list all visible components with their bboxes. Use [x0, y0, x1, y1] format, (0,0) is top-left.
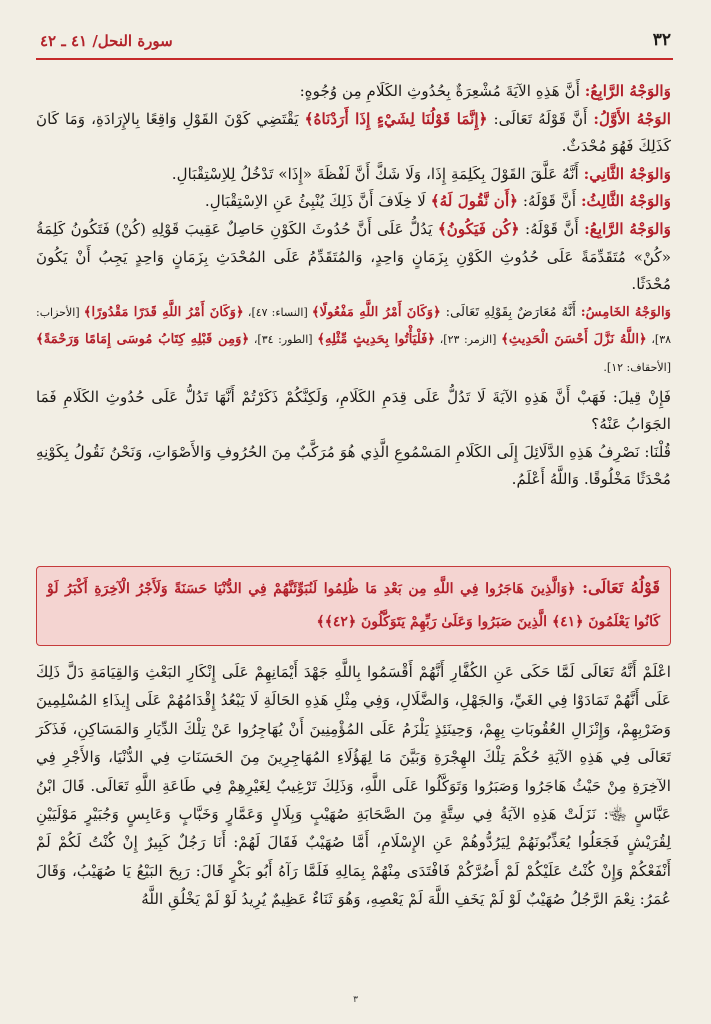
paragraph-aspect-four [36, 216, 671, 299]
verse-box-heading: قَوْلُهُ تَعَالَى: [582, 578, 660, 597]
page-number: ٣٢ [652, 30, 671, 50]
paragraph-aspect-three [36, 188, 671, 216]
verse-box [36, 566, 671, 646]
verse-reference: [الأحقاف: ١٢]. [603, 360, 671, 374]
heading-aspect-two: وَالوَجْهُ الثَّانِي: [583, 164, 671, 183]
commentary-text [36, 658, 671, 914]
paragraph-fourth-aspect [36, 78, 671, 106]
paragraph-aspect-five [36, 299, 671, 382]
heading-aspect-three: وَالوَجْهُ الثَّالِثُ: [580, 192, 671, 211]
verse-reference: [الزمر: ٢٣]، [435, 333, 502, 347]
quran-quote: ﴿كُن فَيَكُونُ﴾ [437, 219, 520, 238]
heading-aspect-five: وَالوَجْهُ الخَامِسُ: [580, 304, 671, 320]
text-fourth-aspect: أَنَّ هَذِهِ الآيَةَ مُشْعِرَةٌ بِحُدُوثِ الكَلَامِ مِن وُجُوهٍ: [299, 82, 585, 100]
text-aspect-four-cont: يَدُلُّ عَلَى أَنَّ حُدُوثَ الكَوْنِ حَاصِلٌ عَقِيبَ قَوْلِهِ (كُنْ) فَتَكُونُ كَلِمَةُ «كُنْ» مُتَقَدِّمَةً عَلَى حُدُوثِ الكَوْنِ بِزَمَانٍ وَاحِدٍ، وَالمُتَقَدِّمُ عَلَى المُحْدَثِ بِزَمَانٍ وَاحِدٍ يَجِبُ أَنْ يَكُونَ مُحْدَثًا. [36, 219, 671, 294]
quran-quote: ﴿وَمِن قَبْلِهِ كِتَابُ مُوسَى إِمَامًا وَرَحْمَةً﴾ [36, 332, 250, 348]
verse-box-quran: ﴿وَالَّذِينَ هَاجَرُوا فِي اللَّهِ مِن بَعْدِ مَا ظُلِمُوا لَنُبَوِّئَنَّهُمْ فِي الدُّنْيَا حَسَنَةً وَلَأَجْرُ الْآخِرَةِ أَكْبَرُ لَوْ كَانُوا يَعْلَمُونَ ﴿٤١﴾ الَّذِينَ صَبَرُوا وَعَلَىٰ رَبِّهِمْ يَتَوَكَّلُونَ ﴿٤٢﴾﴾ [47, 581, 660, 630]
heading-aspect-one: الوَجْهُ الأَوَّلُ: [593, 109, 671, 128]
quran-quote: ﴿وَكَانَ أَمْرُ اللَّهِ مَفْعُولًا﴾ [311, 304, 441, 320]
quran-quote: ﴿فَلْيَأْتُوا بِحَدِيثٍ مِّثْلِهِ﴾ [317, 332, 436, 348]
quran-quote: ﴿إِنَّمَا قَوْلُنَا لِشَيْءٍ إِذَا أَرَدْنَاهُ﴾ [304, 109, 488, 128]
heading-aspect-four: وَالوَجْهُ الرَّابِعُ: [584, 219, 671, 238]
text-aspect-three-cont: لَا خِلَافَ أَنَّ ذَلِكَ يُنْبِئُ عَنِ الاِسْتِقْبَالِ. [204, 192, 431, 211]
verse-reference: [النساء: ٤٧]، [243, 305, 312, 319]
quran-quote: ﴿وَكَانَ أَمْرُ اللَّهِ قَدَرًا مَقْدُورًا﴾ [83, 304, 244, 320]
heading-fourth-aspect: وَالوَجْهُ الرَّابِعُ: [584, 82, 671, 100]
text-aspect-one: أَنَّ قَوْلَهُ تَعَالَى: [487, 109, 594, 128]
paragraph-aspect-two [36, 161, 671, 189]
text-aspect-five: أَنَّهُ مُعَارَضٌ بِقَوْلِهِ تَعَالَى: [440, 304, 581, 320]
paragraph-aspect-one [36, 106, 671, 161]
text-aspect-two: أَنَّهُ عَلَّقَ القَوْلَ بِكَلِمَةِ إِذَا، وَلَا شَكَّ أَنَّ لَفْظَةَ «إِذَا» تَدْخُلُ لِلاِسْتِقْبَالِ. [171, 164, 584, 183]
text-aspect-four: أَنَّ قَوْلَهُ: [519, 219, 585, 238]
surah-reference: سورة النحل/ ٤١ ـ ٤٢ [40, 32, 173, 50]
quran-quote: ﴿أَن نَّقُولَ لَهُ﴾ [430, 192, 519, 211]
commentary-paragraph: اعْلَمْ أَنَّهُ تَعَالَى لَمَّا حَكَى عَنِ الكُفَّارِ أَنَّهُمْ أَقْسَمُوا بِاللَّهِ جَهْدَ أَيْمَانِهِمْ عَلَى إِنْكَارِ البَعْثِ وَالقِيَامَةِ دَلَّ ذَلِكَ عَلَى أَنَّهُمْ تَمَادَوْا فِي الغَيِّ، وَالجَهْلِ، وَالضَّلَالِ، وَفِي مِثْلِ هَذِهِ الحَالَةِ لَا يَبْعُدُ إِقْدَامُهُمْ عَلَى إِيذَاءِ المُسْلِمِينَ وَضَرْبِهِمْ، وَإِنْزَالِ العُقُوبَاتِ بِهِمْ، وَحِينَئِذٍ يَلْزَمُ عَلَى المُؤْمِنِينَ أَنْ يُهَاجِرُوا عَنْ تِلْكَ الدِّيَارِ وَالمَسَاكِنِ، فَذَكَرَ تَعَالَى فِي هَذِهِ الآيَةِ حُكْمَ تِلْكَ الهِجْرَةِ وَبَيَّنَ مَا لِهَؤُلَاءِ المُهَاجِرِينَ مِنَ الحَسَنَاتِ فِي الدُّنْيَا، وَالأَجْرِ فِي الآخِرَةِ مِنْ حَيْثُ هَاجَرُوا وَصَبَرُوا وَتَوَكَّلُوا عَلَى اللَّهِ، وَذَلِكَ تَرْغِيبٌ لِغَيْرِهِمْ فِي طَاعَةِ اللَّهِ تَعَالَى. قَالَ ابْنُ عَبَّاسٍ ﵄: نَزَلَتْ هَذِهِ الآيَةُ فِي سِتَّةٍ مِنَ الصَّحَابَةِ صُهَيْبٍ وَبِلَالٍ وَعَمَّارٍ وَخَبَّابٍ وَعَابِسٍ وَجُبَيْرٍ مَوْلَيَيْنِ لِقُرَيْشٍ فَجَعَلُوا يُعَذِّبُونَهُمْ لِيَرُدُّوهُمْ عَنِ الإِسْلَامِ، أَمَّا صُهَيْبٌ فَقَالَ لَهُمْ: أَنَا رَجُلٌ كَبِيرٌ إِنْ كُنْتُ لَكُمْ لَمْ أَنْفَعْكُمْ وَإِنْ كُنْتُ عَلَيْكُمْ لَمْ أَضُرَّكُمْ فَافْتَدَى مِنْهُمْ بِمَالِهِ فَلَمَّا رَآهُ أَبُو بَكْرٍ قَالَ: رَبِحَ البَيْعُ يَا صُهَيْبُ، وَقَالَ عُمَرُ: نِعْمَ الرَّجُلُ صُهَيْبٌ لَوْ لَمْ يَخَفِ اللَّهَ لَمْ يَعْصِهِ، وَهُوَ ثَنَاءٌ عَظِيمٌ يُرِيدُ لَوْ لَمْ يَخْلُقِ اللَّهُ [36, 663, 671, 909]
running-header [36, 30, 673, 60]
main-text [36, 78, 671, 494]
paragraph-reply: قُلْنَا: نَصْرِفُ هَذِهِ الدَّلَائِلَ إِلَى الكَلَامِ المَسْمُوعِ الَّذِي هُوَ مُرَكَّبٌ مِنَ الحُرُوفِ وَالأَصْوَاتِ، وَنَحْنُ نَقُولُ بِكَوْنِهِ مُحْدَثًا مَخْلُوقًا. وَاللَّهُ أَعْلَمُ. [36, 442, 671, 489]
text-aspect-one-cont: يَقْتَضِي كَوْنَ القَوْلِ وَاقِعًا بِالإِرَادَةِ، وَمَا كَانَ كَذَلِكَ فَهُوَ مُحْدَثٌ. [36, 109, 671, 156]
paragraph-objection: فَإِنْ قِيلَ: فَهَبْ أَنَّ هَذِهِ الآيَةَ لَا تَدُلُّ عَلَى قِدَمِ الكَلَامِ، وَلَكِنَّكُمْ ذَكَرْتُمْ أَنَّهَا تَدُلُّ عَلَى حُدُوثِ الكَلَامِ فَمَا الجَوَابُ عَنْهُ؟ [36, 387, 671, 434]
verse-reference: [الطور: ٣٤]، [249, 333, 318, 347]
verse-reference: [الأحزاب: ٣٨]، [36, 305, 672, 347]
text-aspect-three: أَنَّ قَوْلَهُ: [518, 192, 581, 211]
signature-mark: ٣ [353, 995, 358, 1005]
quran-quote: ﴿اللَّهُ نَزَّلَ أَحْسَنَ الْحَدِيثِ﴾ [501, 332, 647, 348]
